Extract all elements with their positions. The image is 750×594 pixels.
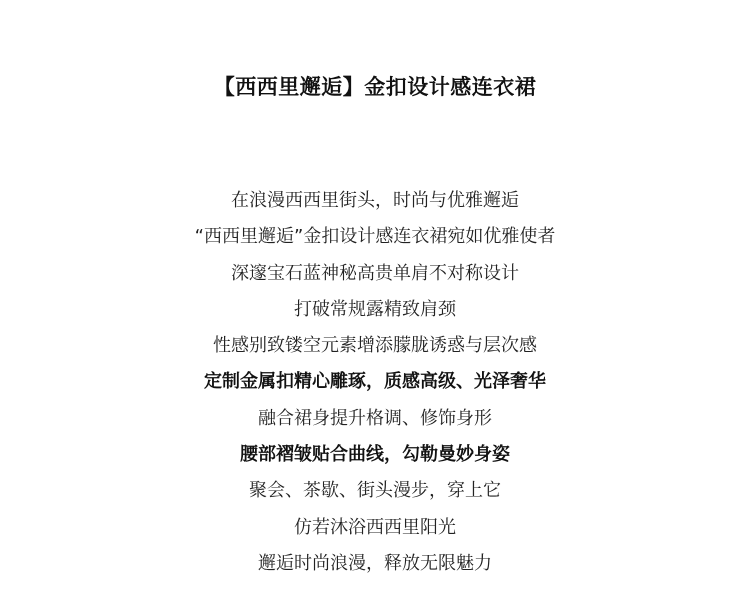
description-lines bbox=[0, 186, 750, 585]
description-line-8: 腰部褶皱贴合曲线，勾勒曼妙身姿 bbox=[240, 444, 510, 466]
description-line-9: 聚会、茶歇、街头漫步，穿上它 bbox=[249, 480, 501, 502]
description-line-1: 在浪漫西西里街头，时尚与优雅邂逅 bbox=[231, 190, 519, 211]
description-line-2: “西西里邂逅”金扣设计感连衣裙宛如优雅使者 bbox=[194, 226, 556, 248]
description-line-3: 深邃宝石蓝神秘高贵单肩不对称设计 bbox=[231, 262, 519, 284]
description-line-11: 邂逅时尚浪漫，释放无限魅力 bbox=[258, 552, 492, 574]
description-line-7: 融合裙身提升格调、修饰身形 bbox=[258, 407, 492, 429]
page-title: 【西西里邂逅】金扣设计感连衣裙 bbox=[213, 75, 537, 99]
description-line-10: 仿若沐浴西西里阳光 bbox=[294, 516, 456, 538]
description-line-4: 打破常规露精致肩颈 bbox=[294, 298, 456, 320]
description-line-6: 定制金属扣精心雕琢，质感高级、光泽奢华 bbox=[204, 371, 546, 393]
description-line-5: 性感别致镂空元素增添朦胧诱惑与层次感 bbox=[213, 335, 537, 357]
